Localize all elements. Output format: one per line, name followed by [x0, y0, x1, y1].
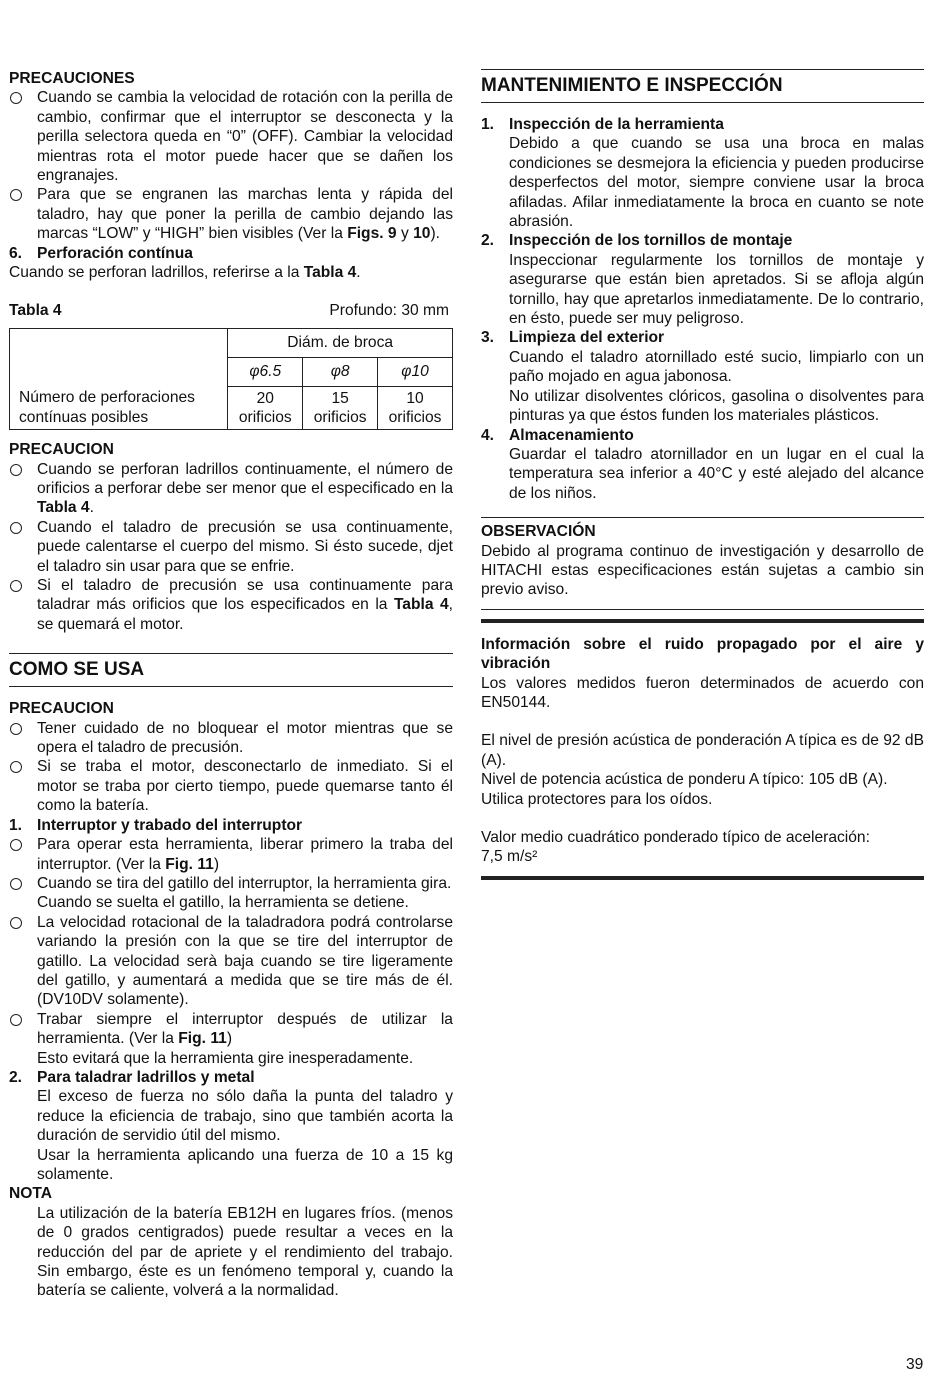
left-column [9, 69, 453, 1301]
diam-value: φ10 [401, 363, 429, 381]
table-depth: Profundo: 30 mm [329, 302, 449, 320]
table-title: Tabla 4 [9, 302, 62, 320]
paragraph: Valor medio cuadrático ponderado típico de aceleración: [481, 829, 870, 846]
thick-divider [481, 876, 924, 880]
section-heading: 6. Perforación contínua [9, 244, 193, 262]
list-item: Si se traba el motor, desconectarlo de inmediato. Si el motor se traba por cierto tiempo, puede quemarse tanto él como la batería. [9, 757, 453, 815]
tabla-4 [9, 328, 453, 430]
paragraph: El nivel de presión acústica de ponderación A típica es de 92 dB (A). [481, 732, 924, 769]
list-item: Cuando el taladro de precusión se usa continuamente, puede calentarse el cuerpo del mismo. Si ésto sucede, djet el taladro sin usar para que se enfrie. [9, 518, 453, 576]
list-item: 2. Inspección de los tornillos de montaje [481, 232, 793, 250]
table-empty-cell [10, 328, 228, 386]
paragraph: Debido a que cuando se usa una broca en malas condiciones se desmejora la eficiencia y pueden producirse desperfectos del motor, siempre conviene usar la broca afiladas. Afilar inmediatamente la broca en cuanto se note abrasión. [509, 135, 924, 231]
ruido-heading: Información sobre el ruido propagado por el aire y vibración [481, 635, 924, 673]
paragraph: No utilizar disolventes clóricos, gasolina o disolventes para pinturas ya que éstos funden los materiales plásticos. [509, 387, 924, 425]
list-item: 1. Inspección de la herramienta [481, 116, 724, 133]
list-item: Cuando se perforan ladrillos continuamente, el número de orificios a perforar debe ser menor que el especificado en la Tabla 4. [9, 460, 453, 518]
list-item: Para operar esta herramienta, liberar primero la traba del interruptor. (Ver la Fig. 11) [9, 835, 453, 874]
circle-bullet-icon [9, 88, 37, 185]
circle-bullet-icon [9, 913, 37, 1010]
paragraph: El exceso de fuerza no sólo daña la punta del taladro y reduce la eficiencia de trabajo, sino que también acorta la duración de servidio útil del mismo. [37, 1088, 453, 1145]
precaucion-heading: PRECAUCION [9, 700, 114, 718]
diam-value: φ8 [330, 363, 350, 381]
circle-bullet-icon [9, 719, 37, 758]
diam-header: Diám. de broca [228, 328, 453, 357]
circle-bullet-icon [9, 185, 37, 243]
maintenance-list [481, 115, 924, 503]
circle-bullet-icon [9, 874, 37, 913]
mantenimiento-heading: MANTENIMIENTO E INSPECCIÓN [481, 69, 924, 103]
circle-bullet-icon [9, 757, 37, 815]
paragraph: Guardar el taladro atornillador en un lugar en el cual la temperatura sea inferior a 40°C y esté alejado del alcance de los niños. [509, 445, 924, 502]
list-item: Trabar siempre el interruptor después de utilizar la herramienta. (Ver la Fig. 11) Esto evitará que la herramienta gire inesperadamente. [9, 1010, 453, 1068]
paragraph: Nivel de potencia acústica de ponderu A típico: 105 dB (A). [481, 771, 888, 789]
circle-bullet-icon [9, 460, 37, 518]
paragraph: Los valores medidos fueron determinados de acuerdo con EN50144. [481, 674, 924, 711]
nota-heading: NOTA [9, 1185, 53, 1203]
paragraph: Utilica protectores para los oídos. [481, 790, 713, 808]
list-item: Tener cuidado de no bloquear el motor mientras que se opera el taladro de precusión. [9, 719, 453, 758]
circle-bullet-icon [9, 518, 37, 576]
observacion-text: Debido al programa continuo de investigación y desarrollo de HITACHI estas especificaciones están sujetas a cambio sin previo aviso. [481, 542, 924, 599]
nota-text: La utilización de la batería EB12H en lugares fríos. (menos de 0 grados centigrados) puede resultar a veces en la reducción del par de apriete y el rendimiento del trabajo. Sin embargo, éste es un fenómeno temporal y, cuando la batería se caliente, volverá a la normalidad. [37, 1204, 453, 1300]
circle-bullet-icon [9, 1010, 37, 1068]
precaucion-heading: PRECAUCION [9, 441, 114, 459]
list-item: La velocidad rotacional de la taladradora podrá controlarse variando la presión con la que se tire del interruptor de gatillo. La velocidad serà baja cuando se tire ligeramente del gatillo, y aumentará a medida que se tire más de él. (DV10DV solamente). [9, 913, 453, 1010]
diam-value: φ6.5 [249, 363, 282, 381]
observacion-heading: OBSERVACIÓN [481, 523, 596, 541]
list-item: Para que se engranen las marchas lenta y rápida del taladro, hay que poner la perilla de cambio dejando las marcas “LOW” y “HIGH” bien visibles (Ver la Figs. 9 y 10). [9, 185, 453, 243]
section-heading: 2. Para taladrar ladrillos y metal [9, 1068, 255, 1086]
paragraph: Cuando el taladro atornillado esté sucio, limpiarlo con un paño mojado en agua jabonosa. [509, 348, 924, 386]
paragraph: 7,5 m/s² [481, 848, 538, 866]
table-caption [9, 301, 453, 320]
list-item: 4. Almacenamiento [481, 426, 634, 444]
list-item: Cuando se tira del gatillo del interruptor, la herramienta gira. Cuando se suelta el gatillo, la herramienta se detiene. [9, 874, 453, 913]
row-label: Número de perforaciones contínuas posibles [10, 386, 228, 429]
circle-bullet-icon [9, 576, 37, 634]
como-se-usa-heading: COMO SE USA [9, 653, 453, 687]
precauciones-heading: PRECAUCIONES [9, 70, 135, 87]
table-cell: 15 orificios [303, 386, 378, 429]
list-item: 3. Limpieza del exterior [481, 329, 665, 347]
perforacion-text: Cuando se perforan ladrillos, referirse a la Tabla 4. [9, 264, 361, 282]
circle-bullet-icon [9, 835, 37, 874]
table-cell: 10 orificios [378, 386, 453, 429]
paragraph: Usar la herramienta aplicando una fuerza de 10 a 15 kg solamente. [37, 1146, 453, 1183]
list-item: Cuando se cambia la velocidad de rotación con la perilla de cambio, confirmar que el interruptor se desconecta y la perilla selectora queda en “0” (OFF). Cambiar la velocidad mientras rota el motor puede hacer que se dañen los engranajes. [9, 88, 453, 185]
right-column [481, 69, 924, 880]
table-cell: 20 orificios [228, 386, 303, 429]
paragraph: Inspeccionar regularmente los tornillos de montaje y asegurarse que están bien apretados. Si se afloja algún tornillo, hay que apretarlos inmediatamente. De lo contrario, en ésto, puede ser muy peligroso. [509, 251, 924, 328]
page-number: 39 [906, 1356, 924, 1373]
list-item: Si el taladro de precusión se usa continuamente para taladrar más orificios que los especificados en la Tabla 4, se quemará el motor. [9, 576, 453, 634]
section-heading: 1. Interruptor y trabado del interruptor [9, 816, 303, 834]
